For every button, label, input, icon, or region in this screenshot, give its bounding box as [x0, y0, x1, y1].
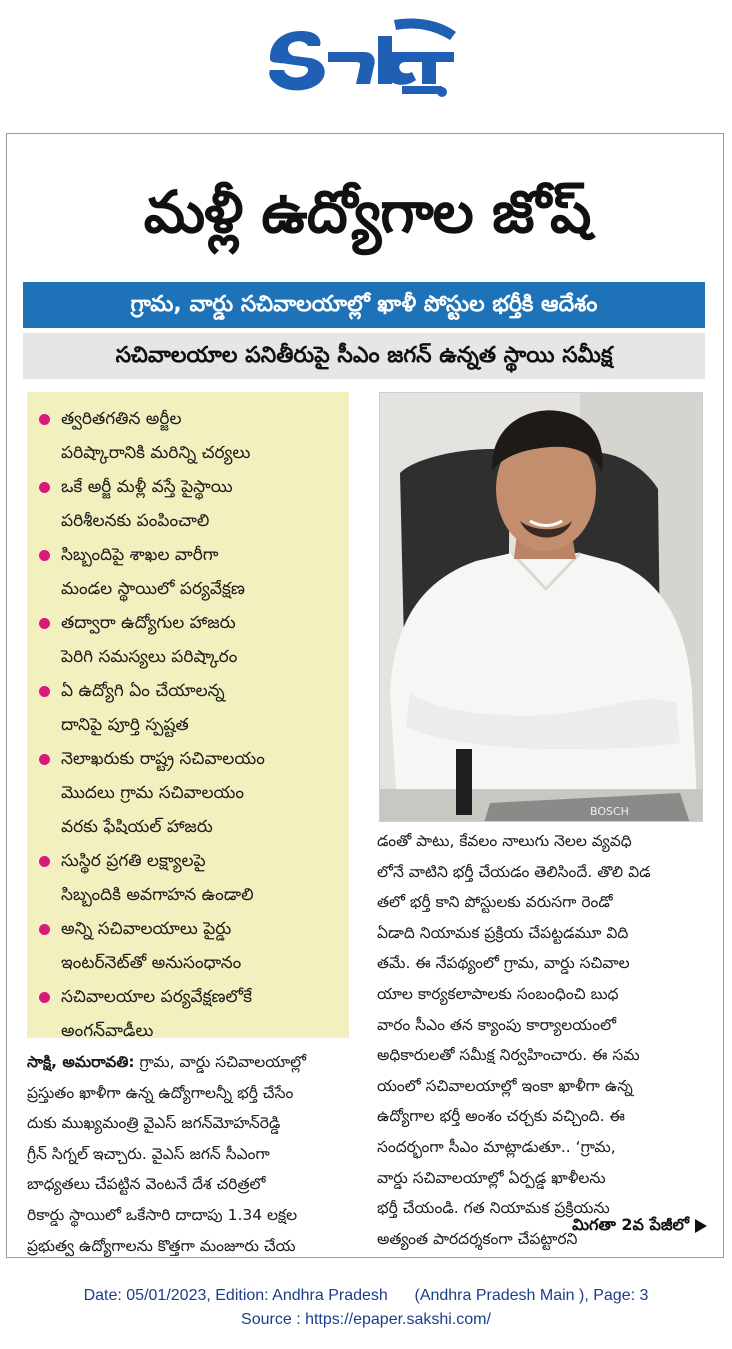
article-text-line: సందర్భంగా సీఎం మాట్లాడుతూ.. ‘గ్రామ, [377, 1137, 616, 1156]
bullet-dot-icon [39, 686, 50, 697]
bullet-item [37, 470, 343, 538]
bullet-line: సచివాలయాల పర్యవేక్షణలోకే [61, 987, 253, 1007]
bullet-line: ఇంటర్‌నెట్‌తో అనుసంధానం [61, 953, 242, 973]
bullet-line: దానిపై పూర్తి స్పష్టత [61, 715, 189, 735]
bullet-line: ఏ ఉద్యోగి ఏం చేయాలన్న [61, 681, 225, 701]
article-text-line: ఉద్యోగాల భర్తీ అంశం చర్చకు వచ్చింది. ఈ [377, 1107, 625, 1126]
article-text-line: లోనే వాటిని భర్తీ చేయడం తెలిసిందే. తొలి విడ [377, 862, 651, 881]
bullet-line: సుస్థిర ప్రగతి లక్ష్యాలపై [61, 851, 206, 871]
subheadline-blue: గ్రామ, వార్డు సచివాలయాల్లో ఖాళీ పోస్టుల భర్తీకి ఆదేశం [23, 282, 705, 328]
article-text-line: రికార్డు స్థాయిలో ఒకేసారి దాదాపు 1.34 లక్షల [27, 1205, 298, 1224]
bullet-line: మండల స్థాయిలో పర్యవేక్షణ [61, 579, 245, 599]
bullet-line: పరిశీలనకు పంపించాలి [61, 511, 210, 531]
article-text-line: తమే. ఈ నేపథ్యంలో గ్రామ, వార్డు సచివాల [377, 954, 630, 973]
bullet-line: అంగన్‌వాడీలు [61, 1021, 154, 1041]
article-text-line: గ్రీన్ సిగ్నల్ ఇచ్చారు. వైఎస్ జగన్ సీఎంగా [27, 1144, 270, 1163]
article-text-line: భర్తీ చేయండి. గత నియామక ప్రక్రియను [377, 1199, 610, 1218]
bullet-line: వరకు ఫేషియల్ హాజరు [61, 817, 213, 837]
article-text-line: గ్రామ, వార్డు సచివాలయాల్లో [139, 1053, 307, 1071]
article-text-line: ప్రస్తుతం ఖాళీగా ఉన్న ఉద్యోగాలన్నీ భర్తీ చేసేం [27, 1083, 294, 1102]
bullet-line: సిబ్బందికి అవగాహన ఉండాలి [61, 885, 254, 905]
bullet-dot-icon [39, 414, 50, 425]
sakshi-logo [266, 14, 466, 98]
bullet-line: ఒకే అర్జీ మళ్లీ వస్తే పైస్థాయి [61, 477, 233, 497]
bullet-dot-icon [39, 550, 50, 561]
bullet-item [37, 538, 343, 606]
person-photo-illustration [380, 393, 703, 822]
footer-source-line: Source : https://epaper.sakshi.com/ [241, 1311, 491, 1328]
bullet-line: మొదలు గ్రామ సచివాలయం [61, 783, 245, 803]
article-text-line: దుకు ముఖ్యమంత్రి వైఎస్ జగన్‌మోహన్‌రెడ్డి [27, 1114, 281, 1133]
news-clipping [6, 133, 724, 1258]
article-column-right [377, 826, 707, 1254]
bullet-points-box [27, 392, 349, 1041]
article-text-line: డంతో పాటు, కేవలం నాలుగు నెలల వ్యవధి [377, 832, 632, 850]
footer [0, 1284, 732, 1332]
bullet-item [37, 674, 343, 742]
continued-on-page [477, 1210, 707, 1240]
bullet-item [37, 912, 343, 980]
bullet-dot-icon [39, 992, 50, 1003]
bullet-item [37, 606, 343, 674]
bullet-item [37, 742, 343, 844]
bullet-item [37, 844, 343, 912]
bullet-line: పెరిగి సమస్యలు పరిష్కారం [61, 647, 238, 667]
article-column-left [27, 1047, 357, 1258]
article-text-line: వారం సీఎం తన క్యాంపు కార్యాలయంలో [377, 1015, 617, 1034]
bullet-line: తద్వారా ఉద్యోగుల హాజరు [61, 613, 236, 633]
triangle-right-icon [695, 1219, 707, 1233]
bullet-dot-icon [39, 856, 50, 867]
bullet-line: అన్ని సచివాలయాలు పైర్డు [61, 919, 232, 939]
headline: మళ్లీ ఉద్యోగాల జోష్ [143, 178, 591, 246]
bullet-dot-icon [39, 482, 50, 493]
bullet-dot-icon [39, 754, 50, 765]
article-text-line: ప్రభుత్వ ఉద్యోగాలను కొత్తగా మంజూరు చేయ [27, 1236, 296, 1255]
article-text-line: అత్యంత పారదర్శకంగా చేపట్టారని [377, 1229, 578, 1248]
bullet-dot-icon [39, 924, 50, 935]
article-text-line: వార్డు సచివాలయాల్లో ఏర్పడ్డ ఖాళీలను [377, 1168, 606, 1187]
article-text-line: తలో భర్తీ కాని పోస్టులకు వరుసగా రెండో [377, 893, 613, 912]
bullet-dot-icon [39, 618, 50, 629]
article-text-line: ఏడాది నియామక ప్రక్రియ చేపట్టడమూ విది [377, 923, 629, 942]
cm-photo [379, 392, 703, 822]
subheadline-grey: సచివాలయాల పనితీరుపై సీఎం జగన్ ఉన్నత స్థాయి సమీక్ష [23, 333, 705, 379]
footer-date-line: Date: 05/01/2023, Edition: Andhra Pradesh (Andhra Pradesh Main ), Page: 3 [83, 1287, 649, 1304]
dateline: సాక్షి, అమరావతి: [27, 1053, 135, 1071]
bullet-item [37, 402, 343, 470]
bullet-item [37, 980, 343, 1048]
masthead [0, 0, 732, 128]
article-text-line: బాధ్యతలు చేపట్టిన వెంటనే దేశ చరిత్రలో [27, 1175, 266, 1194]
article-text-line: యంలో సచివాలయాల్లో ఇంకా ఖాళీగా ఉన్న [377, 1076, 633, 1095]
bullet-line: త్వరితగతిన అర్జీల [61, 409, 182, 429]
bullet-line: సిబ్బందిపై శాఖల వారీగా [61, 545, 219, 565]
article-text-line: యాల కార్యకలాపాలకు సంబంధించి బుధ [377, 984, 619, 1003]
article-text-line: అధికారులతో సమీక్ష నిర్వహించారు. ఈ సమ [377, 1046, 640, 1065]
bullet-line: పరిష్కారానికి మరిన్ని చర్యలు [61, 443, 251, 463]
continued-label: మిగతా 2వ పేజీలో [572, 1215, 689, 1234]
photo-caption: BOSCH [590, 805, 629, 818]
bullet-line: నెలాఖరుకు రాష్ట్ర సచివాలయం [61, 749, 265, 769]
